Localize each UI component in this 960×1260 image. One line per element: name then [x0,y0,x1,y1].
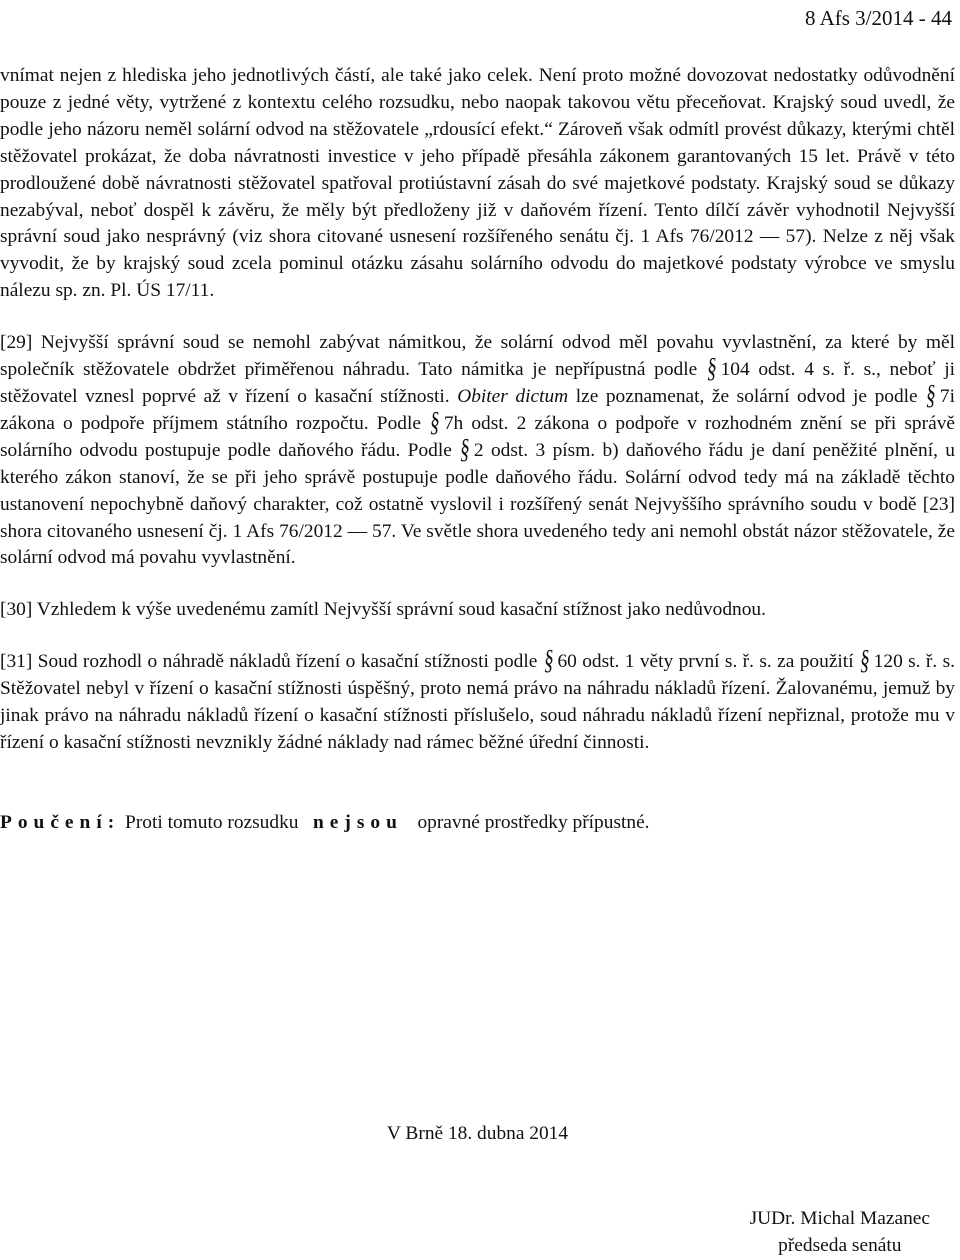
notice-label: Poučení: [0,811,121,833]
signature-block [750,1205,930,1259]
notice-emphasis: nejsou [313,811,403,833]
section-sign: § [705,353,719,385]
paragraph-gap [0,572,955,597]
paragraph-text: 7h odst. 2 zákona o podpoře v rozhodném znění se při správě solárního odvodu postupuje podle daňového řádu. Podle [0,412,955,461]
italic-phrase: Obiter dictum [457,385,569,407]
paragraph-text: 7i zákona o podpoře příjmem státního rozpočtu. Podle [0,385,955,434]
paragraph-text: [30] Vzhledem k výše uvedenému zamítl Nejvyšší správní soud kasační stížnost jako nedůvodnou. [0,599,766,621]
paragraph-text: 2 odst. 3 písm. b) daňového řádu je daní peněžité plnění, u kterého zákon stanoví, že se při jeho správě postupuje podle daňového řádu. Solární odvod tedy má na základě těchto ustanovení nepochybně daňový charakter, což ostatně vyslovil i rozšířený senát Nejvyššího správního soudu v bodě [23] shora citovaného usnesení čj. 1 Afs 76/2012 — 57. Ve světle shora uvedeného tedy ani nemohl obstát názor stěžovatele, že solární odvod má povahu vyvlastnění. [0,439,955,569]
paragraph-30 [0,597,955,624]
paragraph-text: [29] Nejvyšší správní soud se nemohl zabývat námitkou, že solární odvod měl povahu vyvlastnění, za které by měl společník stěžovatele obdržet přiměřenou náhradu. Tato námitka je nepřípustná podle [0,332,955,381]
signatory-title: předseda senátu [778,1235,902,1256]
section-sign: § [542,646,556,677]
paragraph-gap [0,624,955,649]
section-sign: § [428,407,442,439]
signatory-name: JUDr. Michal Mazanec [749,1208,930,1229]
paragraph-text: lze poznamenat, že solární odvod je podle [568,385,926,407]
case-number: 8 Afs 3/2014 - 44 [805,6,952,30]
notice-text: opravné prostředky přípustné. [417,811,650,833]
paragraph-continued [0,63,955,305]
paragraph-text: 120 s. ř. s. Stěžovatel nebyl v řízení o kasační stížnosti úspěšný, proto nemá právo na náhradu nákladů řízení. Žalovanému, jemuž by jinak právo na náhradu nákladů řízení o kasační stížnosti příslušelo, soud náhradu nákladů řízení nepřiznal, protože mu v řízení o kasační stížnosti nevznikly žádné náklady nad rámec běžné úřední činnosti. [0,651,955,753]
paragraph-gap [0,305,955,330]
paragraph-text: 60 odst. 1 věty první s. ř. s. za použití [557,651,859,673]
paragraph-31 [0,646,955,757]
paragraph-gap [0,757,955,810]
legal-notice [0,810,955,837]
section-sign: § [924,380,938,412]
paragraph-text: 104 odst. 4 s. ř. s., neboť ji stěžovatel vznesl poprvé až v řízení o kasační stížnosti. [0,359,955,407]
notice-text: Proti tomuto rozsudku [125,811,299,833]
place-and-date: V Brně 18. dubna 2014 [386,1123,569,1144]
section-sign: § [858,646,872,677]
paragraph-text: vnímat nejen z hlediska jeho jednotlivých částí, ale také jako celek. Není proto možné dovozovat nedostatky odůvodnění pouze z jedné věty, vytržené z kontextu celého rozsudku, nebo naopak takovou větu přeceňovat. Krajský soud uvedl, že podle jeho názoru neměl solární odvod na stěžovatele „rdousící efekt.“ Zároveň však odmítl provést důkazy, kterými chtěl stěžovatel prokázat, že doba návratnosti investice v jeho případě přesáhla zákonem garantovaných 15 let. Právě v této prodloužené době návratnosti stěžovatel spatřoval protiústavní zásah do své majetkové podstaty. Krajský soud se důkazy nezabýval, neboť dospěl k závěru, že měly být předloženy již v daňovém řízení. Tento dílčí závěr vyhodnotil Nejvyšší správní soud jako nesprávný (viz shora citované usnesení rozšířeného senátu čj. 1 Afs 76/2012 — 57). Nelze z něj však vyvodit, že by krajský soud zcela pominul otázku zásahu solárního odvodu do majetkové podstaty výrobce ve smyslu nálezu sp. zn. Pl. ÚS 17/11. [0,65,955,302]
paragraph-29 [0,330,955,572]
section-sign: § [458,434,472,466]
paragraph-text: [31] Soud rozhodl o náhradě nákladů řízení o kasační stížnosti podle [0,651,543,673]
document-body [0,63,955,837]
